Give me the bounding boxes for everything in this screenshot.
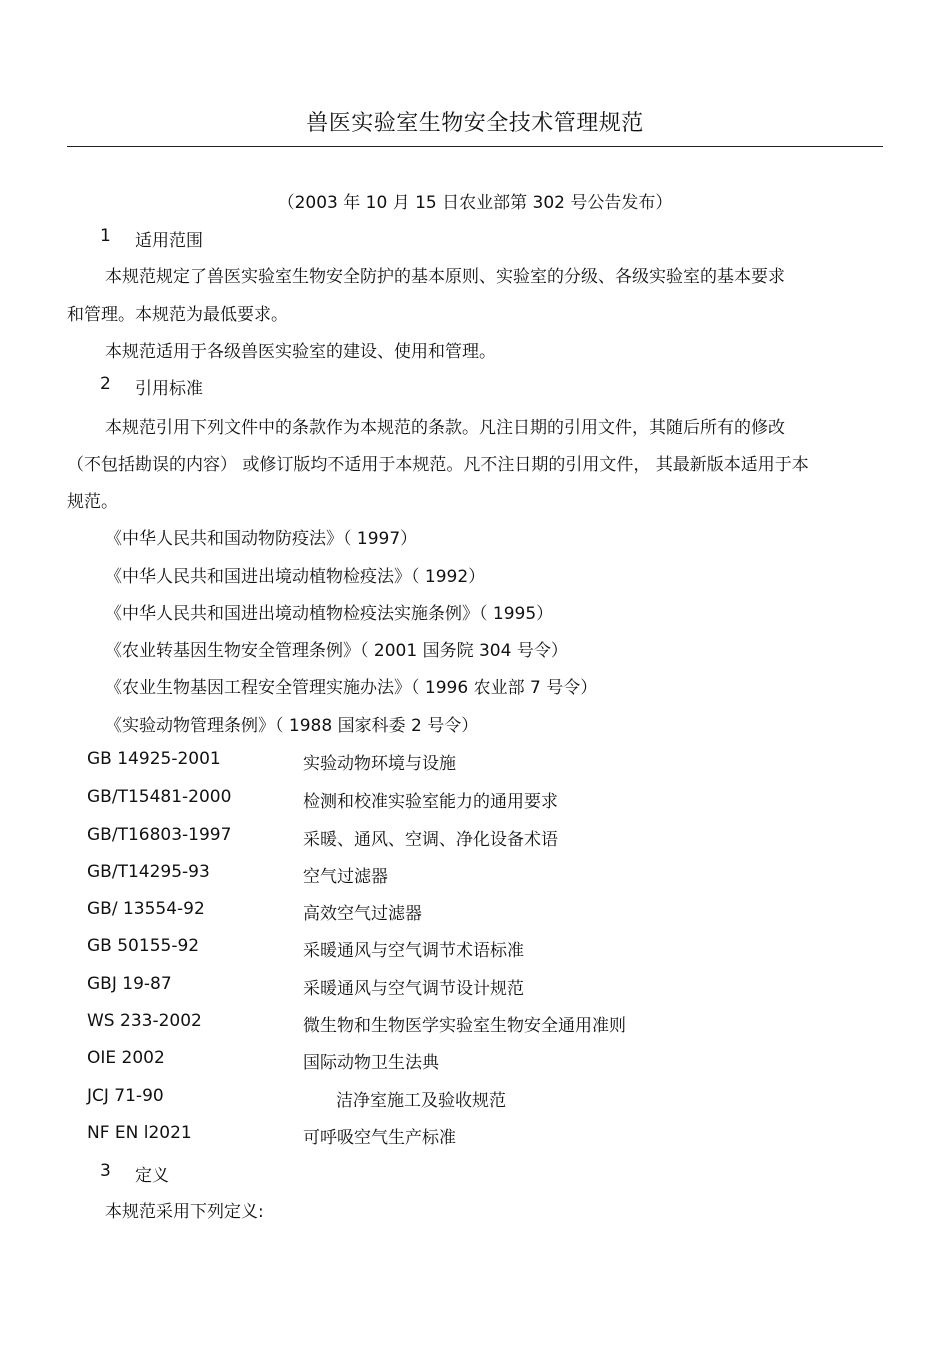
standard-title: 高效空气过滤器 — [303, 904, 422, 924]
standard-code: GB 14925-2001 — [87, 749, 221, 769]
law-reference: 《中华人民共和国进出境动植物检疫法》（ 1992） — [105, 567, 486, 587]
standard-title: 检测和校准实验室能力的通用要求 — [303, 792, 558, 812]
section-title: 适用范围 — [135, 231, 203, 251]
standard-title: 微生物和生物医学实验室生物安全通用准则 — [303, 1016, 626, 1036]
standard-code: GB/ 13554-92 — [87, 899, 205, 919]
standard-title: 采暖通风与空气调节术语标准 — [303, 941, 524, 961]
standard-code: OIE 2002 — [87, 1048, 165, 1068]
standard-title: 国际动物卫生法典 — [303, 1053, 439, 1073]
publication-note: （2003 年 10 月 15 日农业部第 302 号公告发布） — [277, 193, 673, 213]
section-title: 定义 — [135, 1166, 169, 1186]
title-rule — [67, 146, 883, 147]
law-reference: 《中华人民共和国动物防疫法》（ 1997） — [105, 529, 418, 549]
section-title: 引用标准 — [135, 379, 203, 399]
standard-code: JCJ 71-90 — [87, 1086, 164, 1106]
standard-title: 实验动物环境与设施 — [303, 754, 456, 774]
section-number: 3 — [100, 1161, 111, 1181]
law-reference: 《农业转基因生物安全管理条例》（ 2001 国务院 304 号令） — [105, 641, 568, 661]
standard-title: 洁净室施工及验收规范 — [336, 1091, 506, 1111]
section-number: 1 — [100, 226, 111, 246]
standard-title: 可呼吸空气生产标准 — [303, 1128, 456, 1148]
standard-code: NF EN l2021 — [87, 1123, 192, 1143]
paragraph-line: 本规范适用于各级兽医实验室的建设、使用和管理。 — [105, 342, 496, 362]
standard-title: 采暖、通风、空调、净化设备术语 — [303, 830, 558, 850]
paragraph-line: 本规范规定了兽医实验室生物安全防护的基本原则、实验室的分级、各级实验室的基本要求 — [105, 267, 785, 287]
paragraph-line: 规范。 — [67, 492, 118, 512]
section-number: 2 — [100, 374, 111, 394]
paragraph-line: 本规范引用下列文件中的条款作为本规范的条款。凡注日期的引用文件，其随后所有的修改 — [105, 418, 785, 438]
standard-code: WS 233-2002 — [87, 1011, 202, 1031]
law-reference: 《实验动物管理条例》（ 1988 国家科委 2 号令） — [105, 716, 479, 736]
standard-code: GB/T14295-93 — [87, 862, 210, 882]
standard-code: GB/T16803-1997 — [87, 825, 232, 845]
standard-title: 空气过滤器 — [303, 867, 388, 887]
standard-code: GB/T15481-2000 — [87, 787, 232, 807]
standard-code: GBJ 19-87 — [87, 974, 172, 994]
standard-title: 采暖通风与空气调节设计规范 — [303, 979, 524, 999]
paragraph-line: 和管理。本规范为最低要求。 — [67, 305, 288, 325]
law-reference: 《农业生物基因工程安全管理实施办法》（ 1996 农业部 7 号令） — [105, 678, 598, 698]
paragraph-line: （不包括勘误的内容） 或修订版均不适用于本规范。凡不注日期的引用文件， 其最新版本适用于本 — [67, 455, 809, 475]
document-title: 兽医实验室生物安全技术管理规范 — [306, 111, 644, 136]
standard-code: GB 50155-92 — [87, 936, 200, 956]
law-reference: 《中华人民共和国进出境动植物检疫法实施条例》（ 1995） — [105, 604, 554, 624]
paragraph-line: 本规范采用下列定义: — [105, 1202, 264, 1222]
